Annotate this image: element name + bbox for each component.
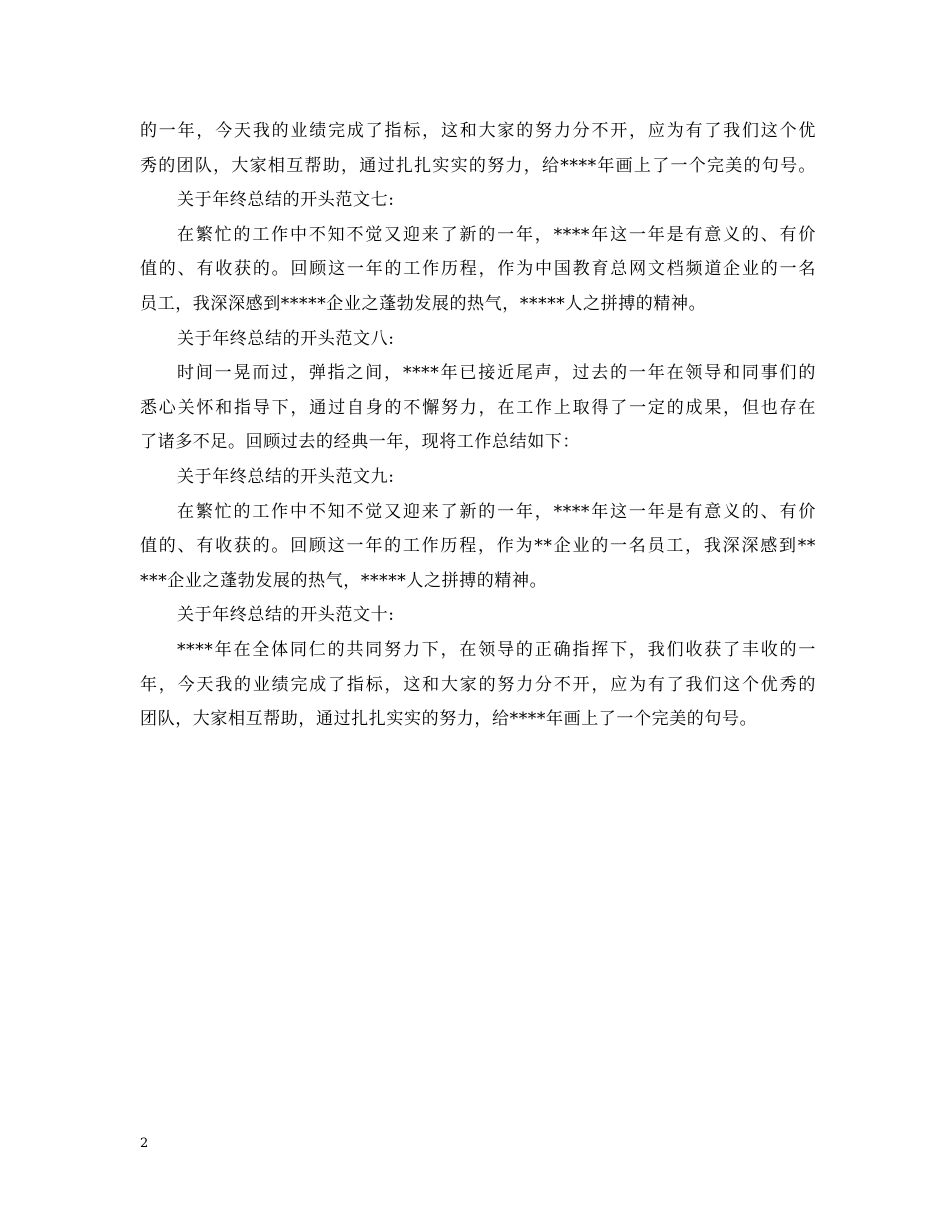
body-text-line: 值的、有收获的。回顾这一年的工作历程，作为**企业的一名员工，我深深感到** [140, 536, 816, 557]
body-text-line: 在繁忙的工作中不知不觉又迎来了新的一年，****年这一年是有意义的、有价 [177, 224, 816, 245]
body-text-line: 了诸多不足。回顾过去的经典一年，现将工作总结如下： [140, 432, 580, 453]
page-number: 2 [140, 1136, 149, 1151]
section-heading: 关于年终总结的开头范文八: [177, 328, 395, 349]
body-text-line: 秀的团队，大家相互帮助，通过扎扎实实的努力，给****年画上了一个完美的句号。 [140, 155, 816, 176]
section-heading: 关于年终总结的开头范文九: [177, 466, 395, 487]
body-text-line: ***企业之蓬勃发展的热气，*****人之拼搏的精神。 [140, 570, 548, 591]
document-body [140, 114, 816, 737]
body-text-line: 时间一晃而过，弹指之间，****年已接近尾声，过去的一年在领导和同事们的 [177, 363, 816, 384]
body-text-line: 在繁忙的工作中不知不觉又迎来了新的一年，****年这一年是有意义的、有价 [177, 501, 816, 522]
section-heading: 关于年终总结的开头范文十: [177, 605, 395, 626]
body-text-line: 团队，大家相互帮助，通过扎扎实实的努力，给****年画上了一个完美的句号。 [140, 709, 758, 730]
body-text-line: 员工，我深深感到*****企业之蓬勃发展的热气，*****人之拼搏的精神。 [140, 293, 707, 314]
body-text-line: 值的、有收获的。回顾这一年的工作历程，作为中国教育总网文档频道企业的一名 [140, 259, 816, 280]
body-text-line: ****年在全体同仁的共同努力下，在领导的正确指挥下，我们收获了丰收的一 [177, 639, 816, 660]
body-text-line: 的一年，今天我的业绩完成了指标，这和大家的努力分不开，应为有了我们这个优 [140, 121, 816, 141]
body-text-line: 悉心关怀和指导下，通过自身的不懈努力，在工作上取得了一定的成果，但也存在 [140, 397, 816, 418]
body-text-line: 年，今天我的业绩完成了指标，这和大家的努力分不开，应为有了我们这个优秀的 [140, 674, 816, 695]
section-heading: 关于年终总结的开头范文七: [177, 190, 395, 211]
